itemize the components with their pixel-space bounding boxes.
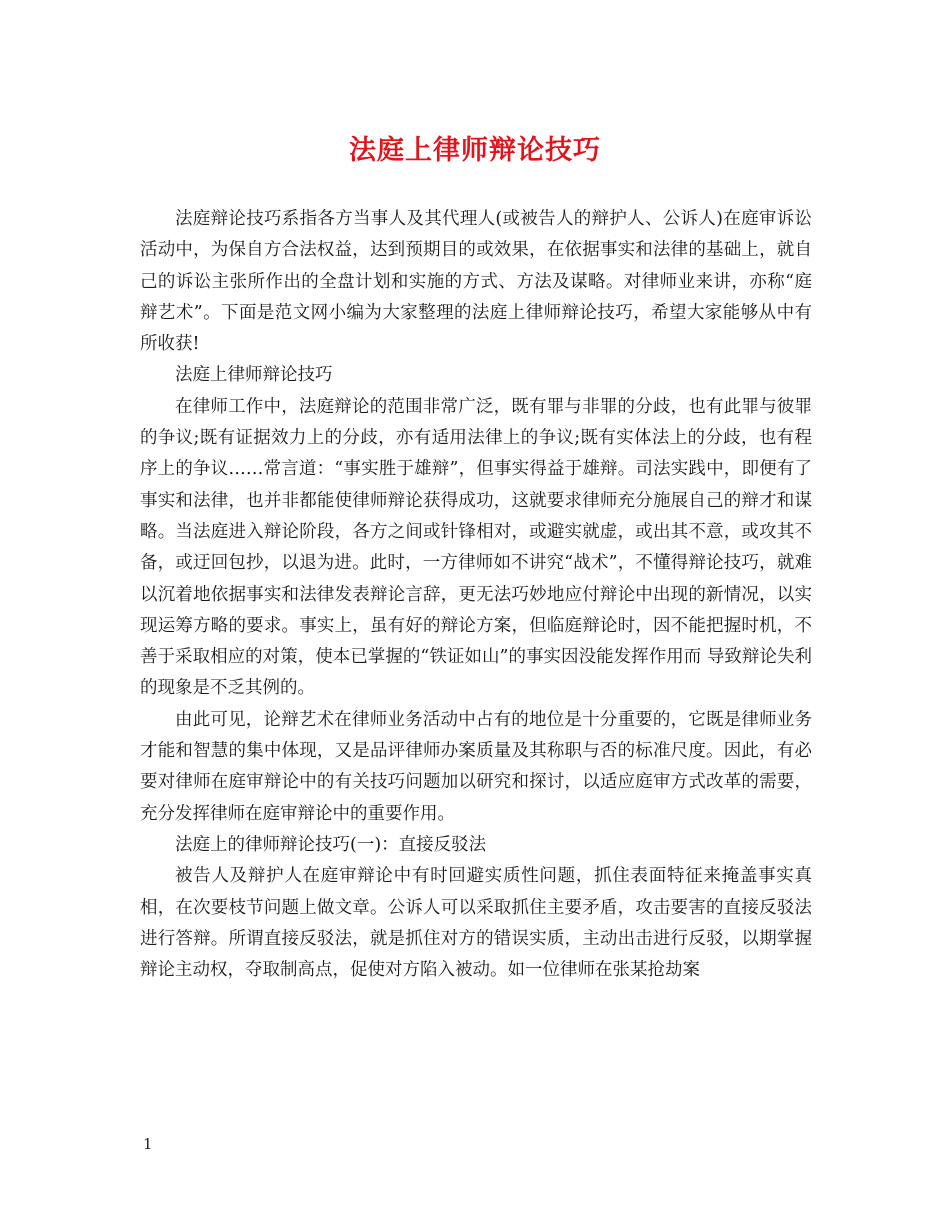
paragraph-subheading: 法庭上律师辩论技巧 bbox=[175, 365, 333, 386]
paragraph-section-heading: 法庭上的律师辩论技巧(一)：直接反驳法 bbox=[175, 834, 487, 855]
paragraph-direct-rebuttal: 被告人及辩护人在庭审辩论中有时回避实质性问题，抓住表面特征来掩盖事实真相，在次要枝节问题上做文章。公诉人可以采取抓住主要矛盾，攻击要害的直接反驳法进行答辩。所谓直接反驳法，就是抓住对方的错误实质，主动出击进行反驳，以期掌握辩论主动权，夺取制高点，促使对方陷入被动。如一位律师在张某抢劫案 bbox=[140, 866, 812, 981]
paragraph-scope: 在律师工作中，法庭辩论的范围非常广泛，既有罪与非罪的分歧，也有此罪与彼罪的争议;既有证据效力上的分歧，亦有适用法律上的争议;既有实体法上的分歧，也有程序上的争议……常言道：“事实胜于雄辩”，但事实得益于雄辩。司法实践中，即便有了事实和法律，也并非都能使律师辩论获得成功，这就要求律师充分施展自己的辩才和谋略。当法庭进入辩论阶段，各方之间或针锋相对，或避实就虚，或出其不意，或攻其不备，或迂回包抄，以退为进。此时，一方律师如不讲究“战术”，不懂得辩论技巧，就难以沉着地依据事实和法律发表辩论言辞，更无法巧妙地应付辩论中出现的新情况，以实现运筹方略的要求。事实上，虽有好的辩论方案，但临庭辩论时，因不能把握时机，不善于采取相应的对策，使本已掌握的“铁证如山”的事实因没能发挥作用而 导致辩论失利的现象是不乏其例的。 bbox=[140, 396, 812, 699]
document-body bbox=[140, 204, 812, 986]
page-number: 1 bbox=[143, 1135, 153, 1153]
document-title: 法庭上律师辩论技巧 bbox=[349, 135, 601, 166]
paragraph-intro: 法庭辩论技巧系指各方当事人及其代理人(或被告人的辩护人、公诉人)在庭审诉讼活动中，为保自方合法权益，达到预期目的或效果，在依据事实和法律的基础上，就自己的诉讼主张所作出的全盘计划和实施的方式、方法及谋略。对律师业来讲，亦称“庭辩艺术”。下面是范文网小编为大家整理的法庭上律师辩论技巧，希望大家能够从中有所收获! bbox=[140, 209, 812, 355]
paragraph-importance: 由此可见，论辩艺术在律师业务活动中占有的地位是十分重要的，它既是律师业务才能和智慧的集中体现，又是品评律师办案质量及其称职与否的标准尺度。因此，有必要对律师在庭审辩论中的有关技巧问题加以研究和探讨，以适应庭审方式改革的需要，充分发挥律师在庭审辩论中的重要作用。 bbox=[140, 709, 812, 824]
